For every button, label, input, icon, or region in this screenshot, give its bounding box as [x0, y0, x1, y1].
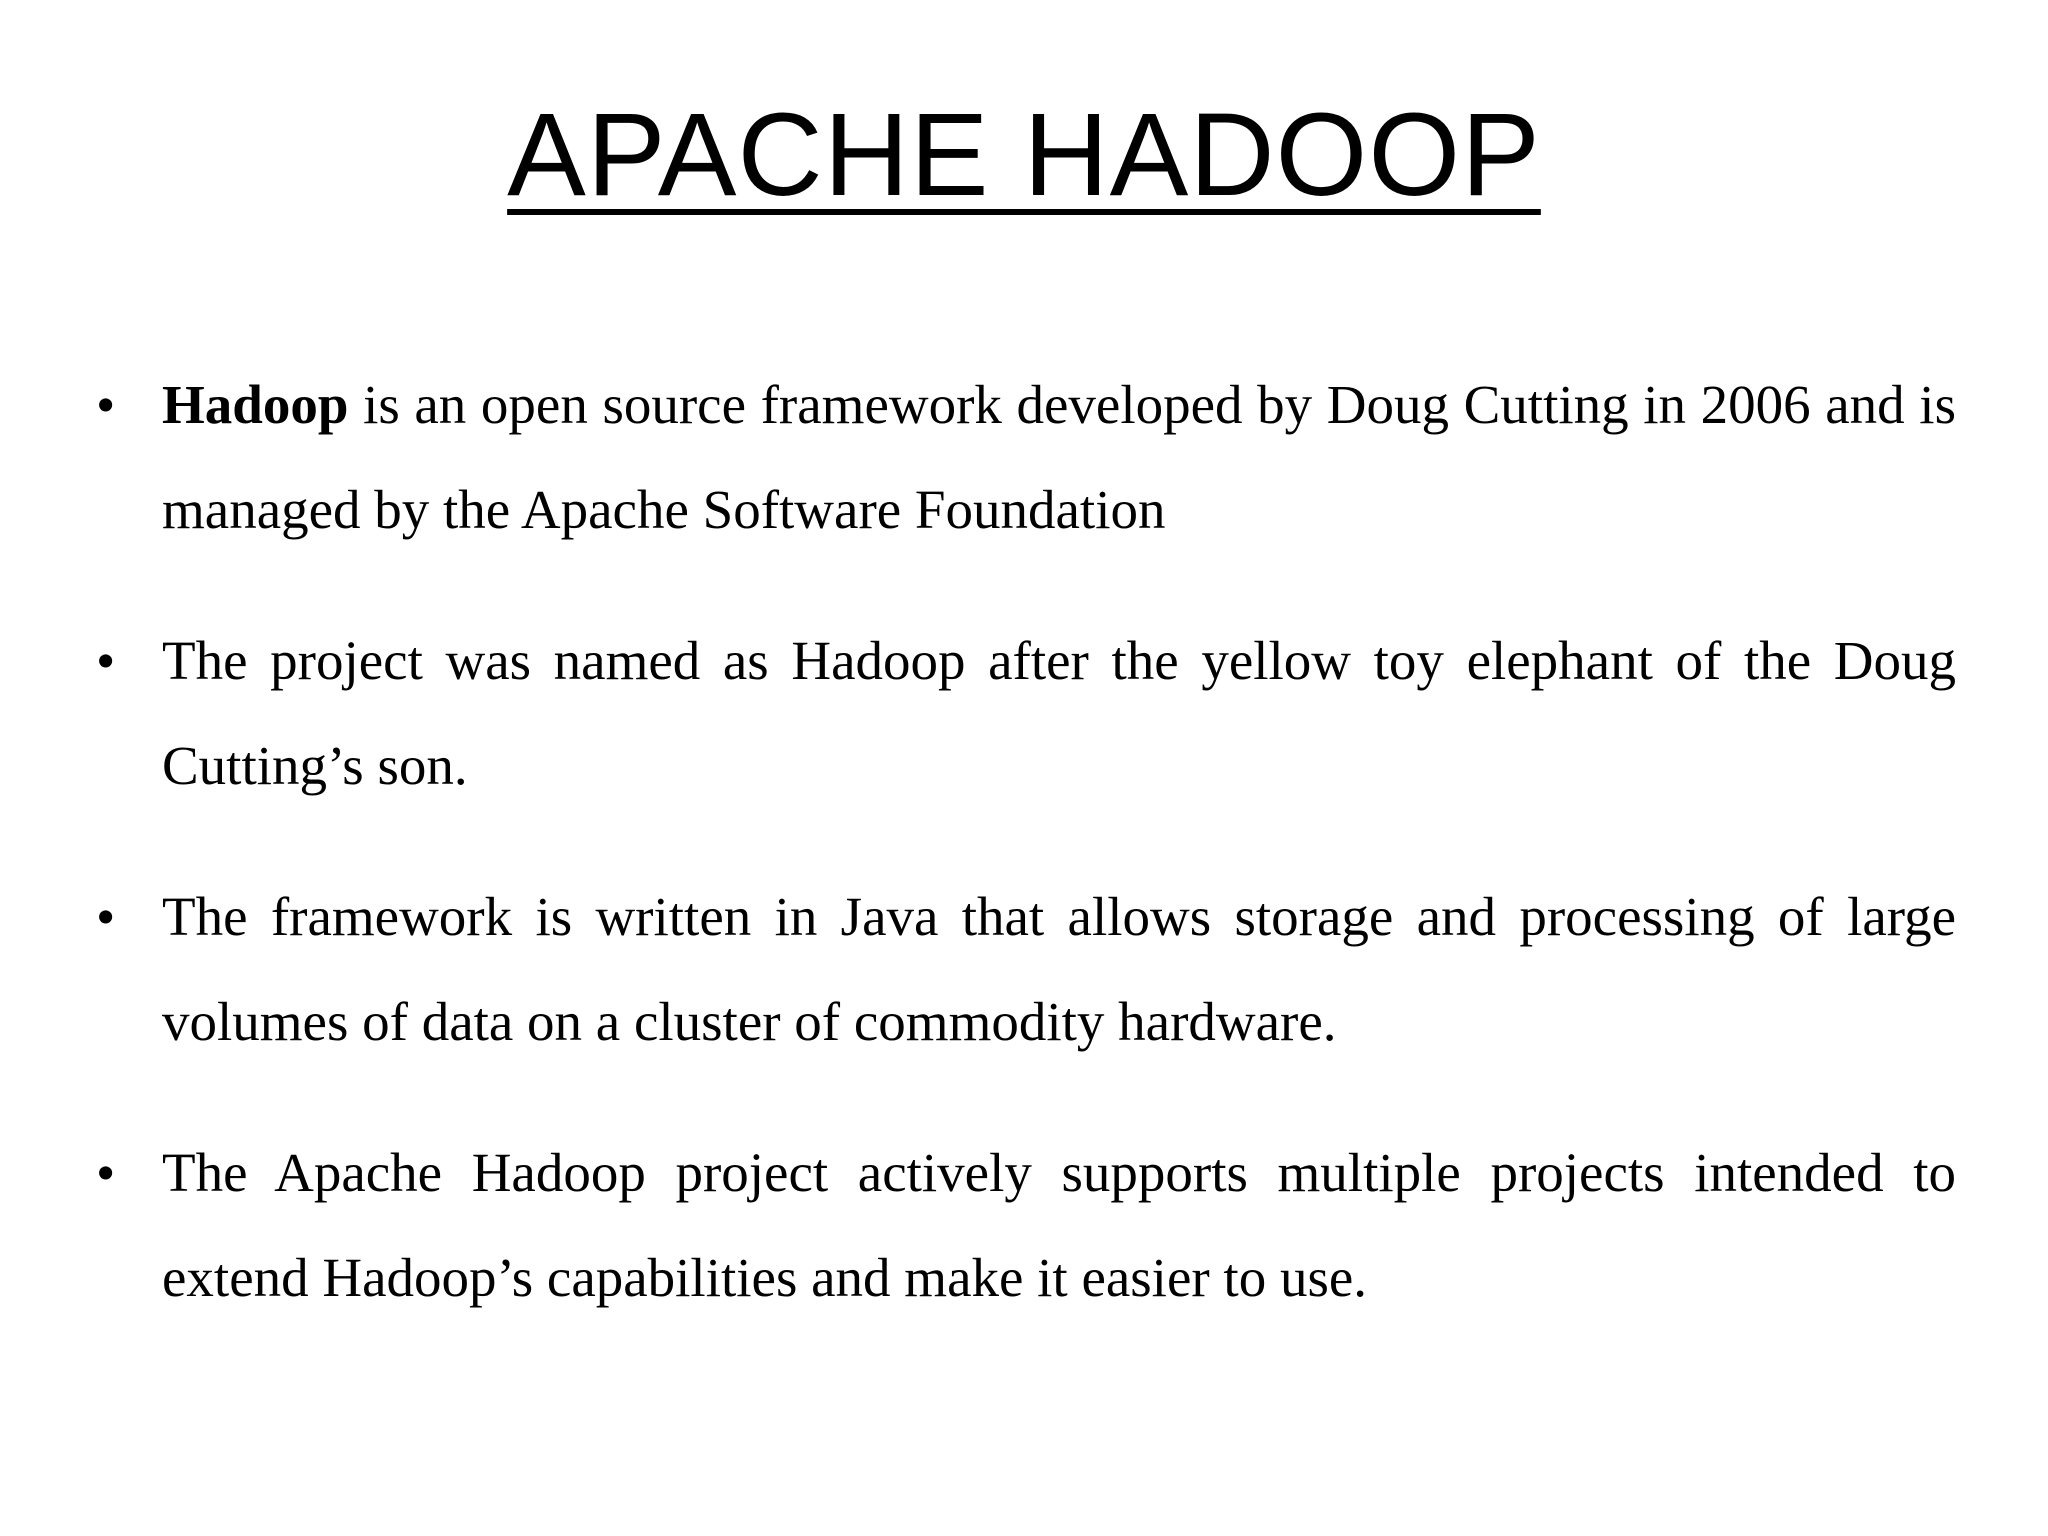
- bullet-icon: •: [96, 886, 116, 947]
- bullet-text: The Apache Hadoop project actively supports multiple projects intended to extend Hadoop’s capabilities and make it easier to use.: [162, 1142, 1956, 1308]
- bullet-item: [96, 352, 1956, 562]
- slide-title: APACHE HADOOP: [507, 89, 1541, 221]
- bullet-text: is an open source framework developed by Doug Cutting in 2006 and is managed by the Apache Software Foundation: [162, 374, 1956, 540]
- bullet-item: [96, 864, 1956, 1074]
- bullet-text: The project was named as Hadoop after the yellow toy elephant of the Doug Cutting’s son.: [162, 630, 1956, 796]
- bullet-bold-lead: Hadoop: [162, 374, 349, 435]
- bullet-item: [96, 1120, 1956, 1330]
- bullet-icon: •: [96, 374, 116, 435]
- bullet-text: The framework is written in Java that allows storage and processing of large volumes of data on a cluster of commodity hardware.: [162, 886, 1956, 1052]
- title-container: [0, 88, 2048, 224]
- bullet-icon: •: [96, 1142, 116, 1203]
- bullet-icon: •: [96, 630, 116, 691]
- bullet-list: [96, 352, 1956, 1376]
- bullet-item: [96, 608, 1956, 818]
